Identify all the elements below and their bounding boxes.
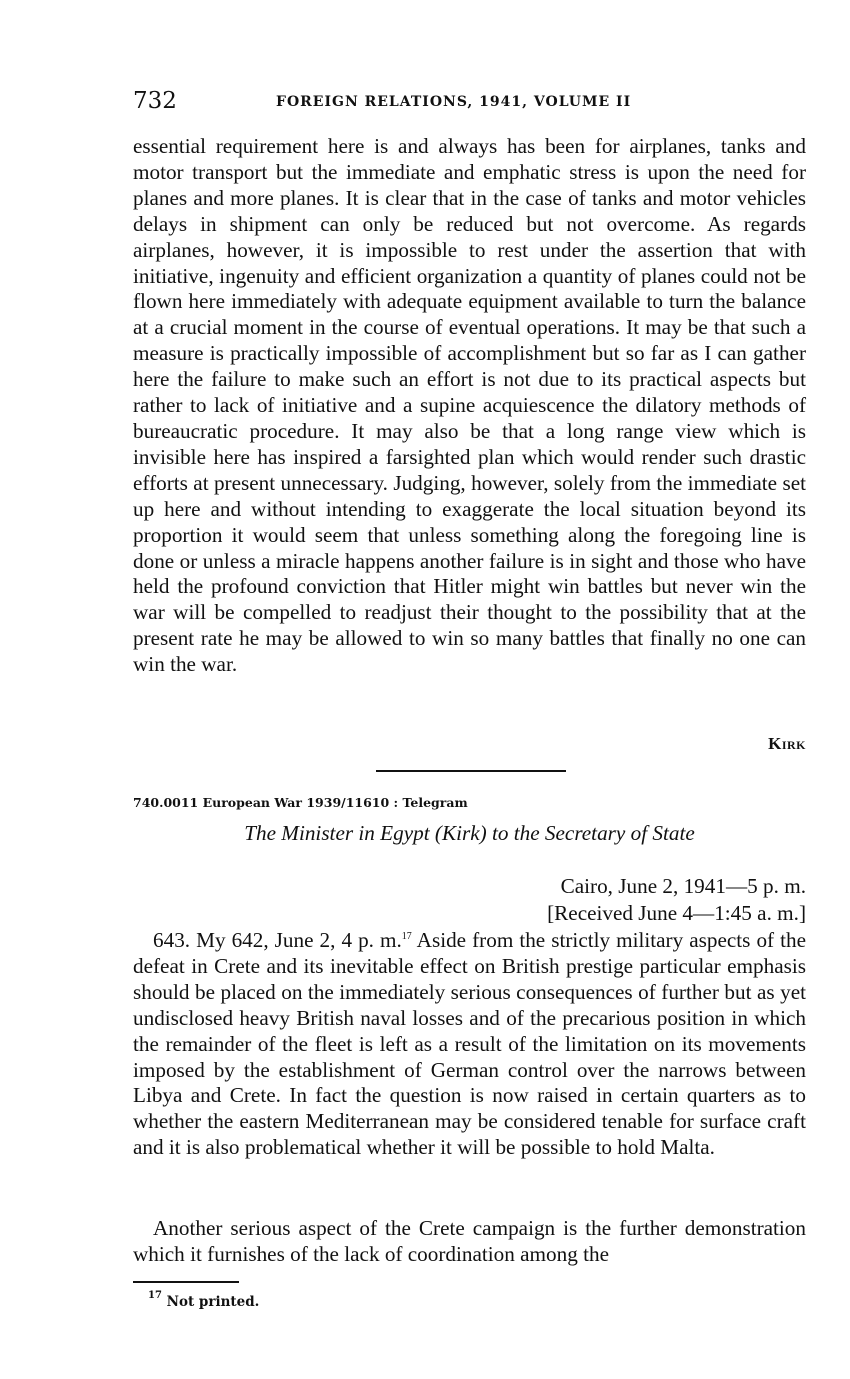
body-paragraph: essential requirement here is and always has been for airplanes, tanks and motor transport but the immediate and emphatic stress is upon the need for planes and more planes. It is clear that in the case of tanks and motor vehicles delays in shipment can only be reduced but not overcome. As regards airplanes, however, it is impossible to rest under the assertion that with initiative, ingenuity and efficient organization a quantity of planes could not be flown here immediately with adequate equipment available to turn the balance at a crucial moment in the course of eventual operations. It may be that such a measure is practically impossible of accomplishment but so far as I can gather here the failure to make such an effort is not due to its practical aspects but rather to lack of initiative and a supine acquiescence the dilatory methods of bureaucratic procedure. It may also be that a long range view which is invisible here has inspired a farsighted plan which would render such drastic efforts at present unnecessary. Judging, however, solely from the immediate set up here and without intending to exaggerate the local situation beyond its proportion it would seem that unless something along the foregoing line is done or unless a miracle happens another failure is in sight and those who have held the profound conviction that Hitler might win battles but never win the war will be compelled to readjust their thought to the possibility that at the present rate he may be allowed to win so many battles that finally no one can win the war. xyxy=(133,134,806,677)
telegram-number: 643. My 642, June 2, 4 p. m. xyxy=(153,928,402,952)
running-head: FOREIGN RELATIONS, 1941, VOLUME II xyxy=(276,94,632,110)
page-number: 732 xyxy=(133,88,177,114)
signature: Kirk xyxy=(768,734,806,753)
body-paragraph: Another serious aspect of the Crete campaign is the further demonstration which it furnishes of the lack of coordination among the xyxy=(133,1216,806,1266)
dateline-place-date: Cairo, June 2, 1941—5 p. m. xyxy=(560,874,806,898)
file-reference: 740.0011 European War 1939/11610 : Telegram xyxy=(133,795,468,810)
telegram-paragraph xyxy=(133,928,806,1161)
section-divider xyxy=(376,770,566,772)
telegram-body: Aside from the strictly military aspects of the defeat in Crete and its inevitable effect on British prestige particular emphasis should be placed on the immediately serious consequences of further but as yet undisclosed heavy British naval losses and of the precarious position in which the remainder of the fleet is left as a result of the limitation on its movements imposed by the establishment of German control over the narrows between Libya and Crete. In fact the question is now raised in certain quarters as to whether the eastern Mediterranean may be considered tenable for surface craft and it is also problematical whether it will be possible to hold Malta. xyxy=(133,928,807,1160)
footnote-divider xyxy=(133,1281,239,1283)
document-title: The Minister in Egypt (Kirk) to the Secretary of State xyxy=(244,821,695,845)
page-header xyxy=(133,88,806,118)
footnote-mark: 17 xyxy=(148,1290,162,1301)
footnote-text: Not printed. xyxy=(166,1294,260,1310)
dateline-received: [Received June 4—1:45 a. m.] xyxy=(547,901,806,925)
footnote-reference: 17 xyxy=(401,931,412,942)
footnote xyxy=(148,1290,260,1310)
dateline xyxy=(547,873,806,927)
